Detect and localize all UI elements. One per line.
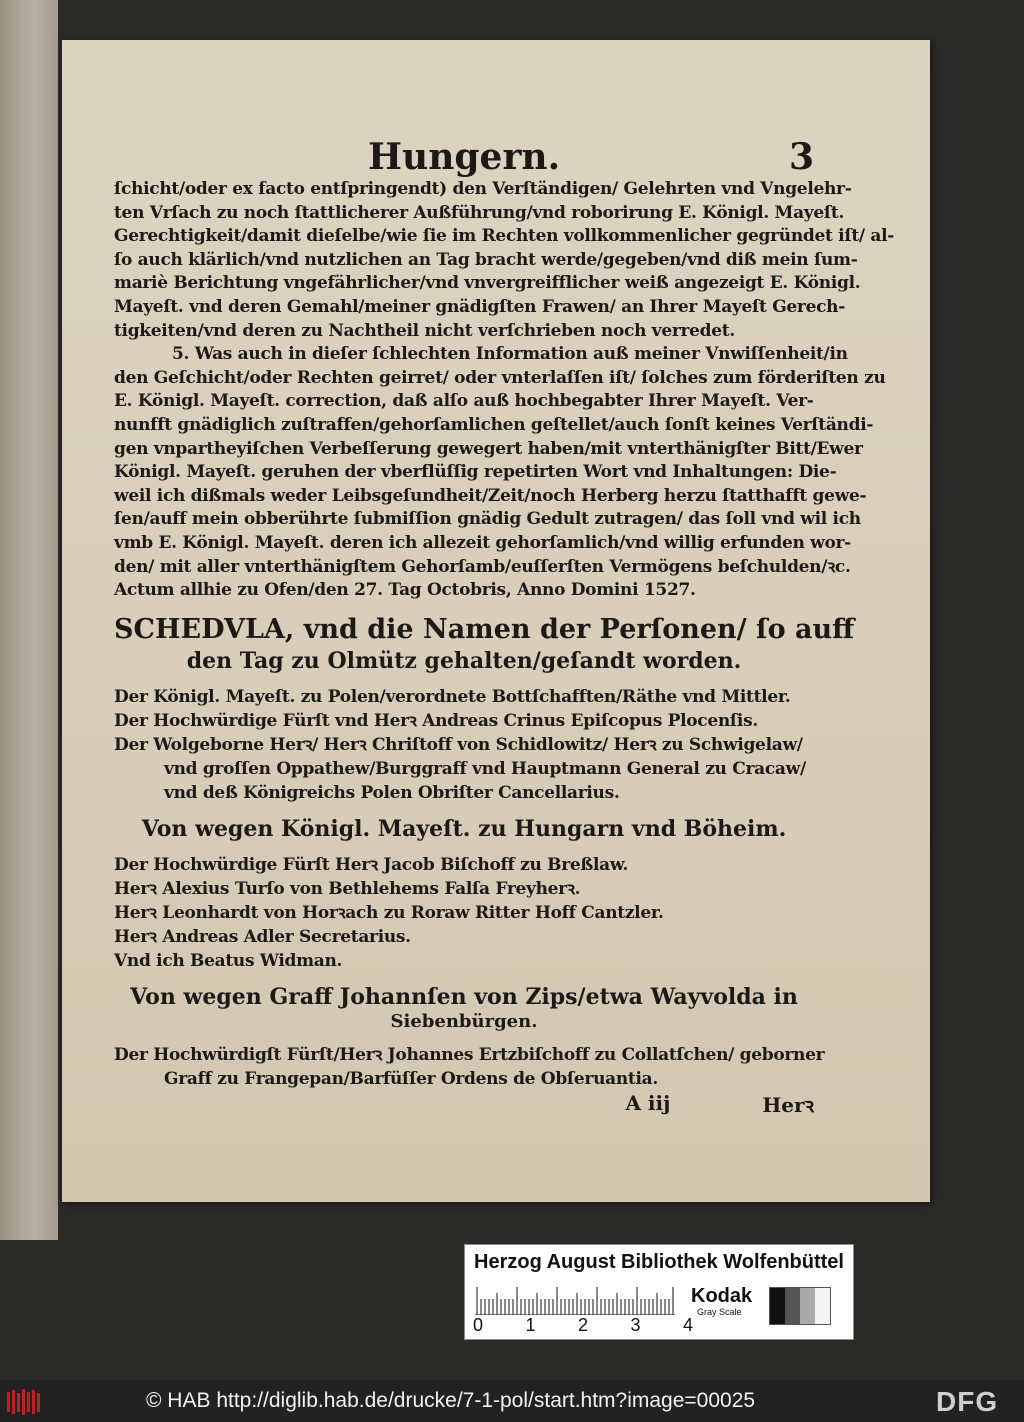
zips-list bbox=[114, 1043, 825, 1091]
dfg-logo: DFG bbox=[936, 1386, 999, 1417]
kodak-brand: Kodak bbox=[691, 1285, 753, 1307]
schedula-title: SCHEDVLA, vnd die Namen der Perſonen/ ſo auff bbox=[114, 613, 855, 645]
ruler-numbers bbox=[473, 1315, 693, 1336]
text-line: den/ mit aller vnterthänigſtem Gehorſamb/euſſerſten Vermögens beſchulden/ꝛc. bbox=[114, 556, 851, 577]
text-line: E. Königl. Mayeſt. correction, daß alſo auß hochbegabter Ihrer Mayeſt. Ver- bbox=[114, 391, 814, 412]
list-item: Der Hochwürdigſt Fürſt/Herꝛ Johannes Ertzbiſchoff zu Collatſchen/ geborner bbox=[114, 1044, 825, 1065]
text-line: den Geſchicht/oder Rechten geirret/ oder vnterlaſſen iſt/ ſolches zum förderiſten zu bbox=[114, 367, 886, 388]
text-line: 5. Was auch in dieſer ſchlechten Information auß meiner Vnwiſſenheit/in bbox=[172, 344, 848, 365]
list-item: Herꝛ Leonhardt von Horꝛach zu Roraw Ritter Hoff Cantzler. bbox=[114, 902, 664, 923]
text-line: Gerechtigkeit/damit dieſelbe/wie ſie im Rechten vollkommenlicher gegründet iſt/ al- bbox=[114, 226, 895, 247]
text-line: gen vnpartheyiſchen Verbeſſerung gewegert haben/mit vnterthänigſter Bitt/Ewer bbox=[114, 438, 863, 459]
header-title: Hungern. bbox=[368, 136, 561, 178]
text-line: tigkeiten/vnd deren zu Nachtheil nicht verſchrieben noch verredet. bbox=[114, 320, 735, 341]
list-item: vnd groſſen Oppathew/Burggraff vnd Hauptmann General zu Cracaw/ bbox=[164, 758, 806, 779]
ruler-number: 4 bbox=[682, 1315, 693, 1335]
page-footer bbox=[114, 1091, 814, 1118]
hungary-title: Von wegen Königl. Mayeſt. zu Hungarn vnd Böheim. bbox=[141, 815, 787, 842]
library-label bbox=[464, 1244, 854, 1340]
ruler-number: 3 bbox=[630, 1315, 641, 1335]
hab-logo-icon bbox=[6, 1388, 44, 1416]
page-text bbox=[114, 136, 895, 1118]
text-line: ſchicht/oder ex facto entſpringendt) den Verſtändigen/ Gelehrten vnd Vngelehr- bbox=[114, 179, 852, 199]
list-item: Herꝛ Andreas Adler Secretarius. bbox=[114, 926, 411, 947]
list-item: Der Hochwürdige Fürſt vnd Herꝛ Andreas Crinus Epiſcopus Plocenſis. bbox=[114, 710, 758, 731]
paragraph-continued bbox=[114, 178, 895, 343]
list-item: Vnd ich Beatus Widman. bbox=[114, 950, 343, 971]
scale-ruler bbox=[475, 1285, 675, 1315]
poland-list bbox=[114, 685, 814, 805]
gray-scale-swatch bbox=[769, 1287, 831, 1325]
list-item: Der Hochwürdige Fürſt Herꝛ Jacob Biſchoff zu Breßlaw. bbox=[114, 854, 629, 875]
catchword: Herꝛ bbox=[762, 1092, 814, 1117]
text-line: ten Vrſach zu noch ſtattlicherer Außführung/vnd roborirung E. Königl. Mayeſt. bbox=[114, 202, 845, 223]
list-item: Der Wolgeborne Herꝛ/ Herꝛ Chriſtoff von Schidlowitz/ Herꝛ zu Schwigelaw/ bbox=[114, 734, 803, 755]
running-head bbox=[114, 136, 814, 178]
ruler-number: 0 bbox=[473, 1315, 484, 1335]
list-item: Graff zu Frangepan/Barfüſſer Ordens de Obſeruantia. bbox=[164, 1068, 658, 1089]
text-line: mariè Berichtung vngefährlicher/vnd vnvergreifflicher weiß angezeigt E. Königl. bbox=[114, 273, 861, 294]
text-line: vmb E. Königl. Mayeſt. deren ich allezeit gehorſamlich/vnd willig erfunden wor- bbox=[114, 532, 851, 553]
list-item: Herꝛ Alexius Turſo von Bethlehems Falſa Freyherꝛ. bbox=[114, 878, 581, 899]
viewer-footer bbox=[0, 1380, 1024, 1422]
previous-page-edge bbox=[0, 0, 58, 1240]
page-number: 3 bbox=[788, 136, 814, 178]
library-name: Herzog August Bibliothek Wolfenbüttel bbox=[474, 1251, 844, 1273]
text-line: ſo auch klärlich/vnd nutzlichen an Tag bracht werde/gegeben/vnd diß mein ſum- bbox=[114, 249, 858, 270]
copyright-link[interactable]: © HAB http://diglib.hab.de/drucke/7-1-pol/start.htm?image=00025 bbox=[146, 1389, 756, 1412]
ruler-number: 1 bbox=[525, 1315, 536, 1335]
text-line: ſen/auff mein obberührte ſubmiſſion gnädig Gedult zutragen/ das ſoll vnd wil ich bbox=[114, 509, 861, 530]
text-line: weil ich dißmals weder Leibsgeſundheit/Zeit/noch Herberg herzu ſtatthafft gewe- bbox=[114, 485, 867, 506]
hungary-list bbox=[114, 853, 814, 973]
text-line: Actum allhie zu Ofen/den 27. Tag Octobris, Anno Domini 1527. bbox=[114, 580, 696, 601]
zips-subtitle: Siebenbürgen. bbox=[390, 1010, 538, 1032]
kodak-subtitle: Gray Scale bbox=[697, 1307, 742, 1317]
list-item: vnd deß Königreichs Polen Obriſter Cancellarius. bbox=[164, 782, 620, 803]
schedula-subtitle: den Tag zu Olmütz gehalten/geſandt worden. bbox=[186, 647, 742, 674]
list-item: Der Königl. Mayeſt. zu Polen/verordnete Bottſchafften/Räthe vnd Mittler. bbox=[114, 686, 791, 707]
ruler-number: 2 bbox=[577, 1315, 588, 1335]
paragraph-5 bbox=[114, 343, 886, 603]
book-page bbox=[62, 40, 930, 1202]
text-line: Mayeſt. vnd deren Gemahl/meiner gnädigſten Frawen/ an Ihrer Mayeſt Gerech- bbox=[114, 296, 845, 317]
text-line: nunfft gnädiglich zuſtraffen/gehorſamlichen geſtellet/auch ſonſt keines Verſtändi- bbox=[114, 414, 874, 435]
text-line: Königl. Mayeſt. geruhen der vberflüſſig repetirten Wort vnd Inhaltungen: Die- bbox=[114, 462, 837, 483]
signature-mark: A iij bbox=[625, 1090, 671, 1115]
zips-title: Von wegen Graff Johannſen von Zips/etwa Wayvolda in bbox=[130, 983, 798, 1010]
